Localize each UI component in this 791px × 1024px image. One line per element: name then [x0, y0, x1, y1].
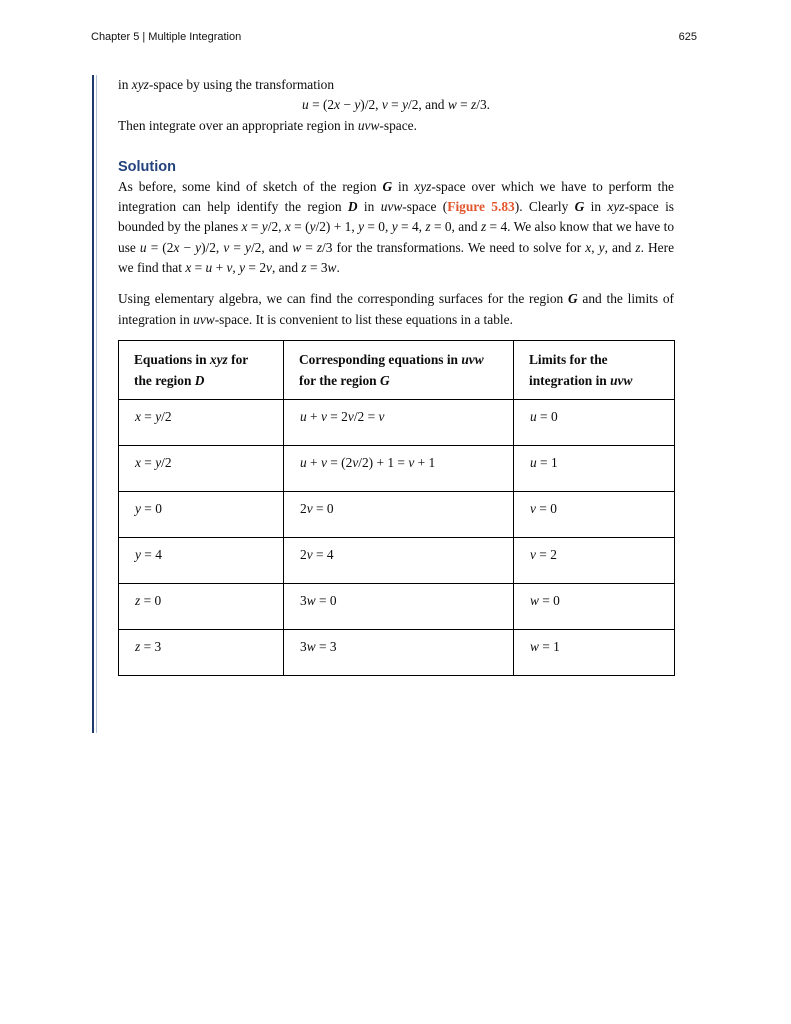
- text-segment: v: [306, 547, 313, 563]
- text-segment: x: [284, 219, 291, 235]
- text-segment: u: [300, 455, 307, 471]
- text-segment: y: [358, 219, 365, 235]
- text-segment: xyz: [414, 178, 432, 194]
- text-segment: = 0,: [364, 219, 392, 235]
- table-cell: [514, 445, 675, 491]
- display-equation: [118, 95, 674, 115]
- text-segment: Corresponding equations in: [299, 351, 462, 367]
- text-segment: v: [320, 455, 327, 471]
- text-segment: /2) + 1 =: [358, 455, 409, 471]
- text-segment: uvw: [193, 311, 215, 327]
- text-segment: = 0: [536, 409, 558, 425]
- example-rule-light: [96, 75, 97, 733]
- table-cell: [119, 491, 284, 537]
- text-segment: x: [185, 260, 192, 276]
- text-segment: w: [530, 593, 539, 609]
- table-cell: [514, 537, 675, 583]
- text-segment: =: [140, 409, 156, 425]
- text-segment: w: [306, 593, 316, 609]
- intro-continuation: [118, 116, 674, 136]
- text-segment: -space. It is convenient to list these equations in a table.: [214, 311, 513, 327]
- text-segment: +: [306, 409, 321, 425]
- text-segment: xyz: [607, 199, 625, 215]
- text-segment: =: [301, 239, 317, 255]
- text-segment: = 0: [538, 593, 560, 609]
- intro-line: [118, 75, 674, 95]
- text-segment: xyz: [131, 77, 149, 92]
- text-segment: z: [135, 639, 141, 655]
- table-header-limits: [514, 340, 675, 399]
- text-segment: v: [347, 409, 354, 425]
- text-segment: =: [229, 239, 245, 255]
- table-cell: [119, 445, 284, 491]
- text-segment: /2 =: [353, 409, 379, 425]
- table-row: [119, 491, 675, 537]
- table-cell: [284, 445, 514, 491]
- text-segment: -space (: [402, 199, 448, 215]
- text-segment: v: [381, 97, 388, 113]
- text-segment: w: [292, 239, 302, 255]
- text-segment: = 4,: [397, 219, 426, 235]
- text-segment: . Here we find that: [118, 239, 675, 276]
- text-segment: = 2: [326, 409, 348, 425]
- example-block: [92, 75, 674, 676]
- text-segment: G: [382, 178, 393, 194]
- text-segment: G: [574, 199, 585, 215]
- text-segment: and the limits of integration in: [118, 291, 675, 327]
- text-segment: x: [135, 409, 141, 425]
- text-segment: /2: [161, 409, 172, 425]
- text-segment: -space over which we have to perform the integration can help identify the region: [118, 178, 674, 215]
- table-cell: [119, 537, 284, 583]
- text-segment: z: [635, 239, 641, 255]
- table-cell: [284, 491, 514, 537]
- text-segment: v: [306, 501, 313, 517]
- table-cell: [514, 491, 675, 537]
- example-rule-dark: [92, 75, 94, 733]
- text-segment: =: [456, 97, 471, 113]
- text-segment: y: [354, 97, 361, 113]
- text-segment: /3.: [476, 97, 490, 113]
- text-segment: z: [135, 593, 141, 609]
- table-header-uvw: [284, 340, 514, 399]
- table-cell: [284, 583, 514, 629]
- text-segment: = 0: [140, 501, 162, 517]
- text-segment: -space.: [379, 117, 417, 133]
- text-segment: in: [584, 199, 608, 215]
- table-cell: [514, 399, 675, 445]
- text-segment: in: [392, 178, 415, 194]
- text-segment: v: [352, 455, 359, 471]
- text-segment: /2,: [267, 219, 285, 235]
- text-segment: ). Clearly: [514, 199, 575, 215]
- table-cell: [284, 399, 514, 445]
- text-segment: y: [402, 97, 409, 113]
- text-segment: = (2: [326, 455, 353, 471]
- text-segment: v: [378, 409, 385, 425]
- text-segment: z: [425, 219, 431, 235]
- text-segment: w: [447, 97, 457, 113]
- text-segment: y: [391, 219, 398, 235]
- text-segment: -space by using the transformation: [148, 77, 335, 92]
- text-segment: , and: [271, 260, 302, 276]
- text-segment: w: [530, 639, 539, 655]
- table-row: [119, 399, 675, 445]
- text-segment: /2, and: [250, 239, 293, 255]
- text-segment: = (2: [146, 239, 174, 255]
- text-segment: z: [471, 97, 477, 113]
- table-cell: [284, 629, 514, 675]
- text-segment: + 1: [414, 455, 436, 471]
- text-segment: uvw: [380, 199, 403, 215]
- text-segment: y: [135, 547, 141, 563]
- table-row: [119, 629, 675, 675]
- text-segment: ,: [591, 239, 599, 255]
- text-segment: =: [140, 455, 156, 471]
- text-segment: D: [194, 372, 205, 388]
- equations-table: [118, 340, 675, 676]
- text-segment: = 0: [312, 501, 334, 517]
- text-segment: y: [309, 219, 316, 235]
- text-segment: v: [530, 547, 536, 563]
- text-segment: 3: [300, 593, 307, 609]
- text-segment: xyz: [209, 351, 228, 367]
- text-segment: x: [334, 97, 341, 113]
- text-segment: = 0: [535, 501, 557, 517]
- text-segment: y: [155, 409, 162, 425]
- text-segment: w: [306, 639, 316, 655]
- text-segment: u: [139, 239, 147, 255]
- text-segment: for the region: [299, 372, 380, 388]
- solution-paragraph-1: [118, 177, 674, 278]
- text-segment: y: [135, 501, 141, 517]
- chapter-header: Chapter 5 | Multiple Integration: [91, 31, 242, 43]
- text-segment: y: [261, 219, 268, 235]
- text-segment: = 3: [140, 639, 162, 655]
- figure-link[interactable]: Figure 5.83: [447, 199, 515, 215]
- text-segment: = 0: [140, 593, 162, 609]
- text-segment: ,: [232, 260, 240, 276]
- text-segment: w: [327, 260, 337, 276]
- text-segment: x: [241, 219, 248, 235]
- text-segment: in: [118, 77, 132, 92]
- text-segment: = 3: [315, 639, 337, 655]
- text-segment: )/2,: [201, 239, 224, 255]
- text-segment: −: [179, 239, 196, 255]
- text-segment: z: [480, 219, 487, 235]
- text-segment: =: [387, 97, 403, 113]
- text-segment: v: [223, 239, 230, 255]
- text-segment: As before, some kind of sketch of the region: [118, 178, 383, 194]
- text-segment: y: [245, 239, 251, 255]
- table-cell: [514, 629, 675, 675]
- table-cell: [119, 399, 284, 445]
- text-segment: = 0: [315, 593, 337, 609]
- text-segment: = 0, and: [430, 219, 481, 235]
- text-segment: u: [530, 409, 537, 425]
- text-segment: u: [302, 97, 309, 113]
- table-row: [119, 445, 675, 491]
- text-segment: = (: [290, 219, 310, 235]
- text-segment: Limits for the integration in: [529, 351, 611, 388]
- text-segment: Using elementary algebra, we can find the corresponding surfaces for the region: [118, 291, 568, 307]
- text-segment: y: [195, 239, 202, 255]
- example-content: [118, 75, 674, 676]
- text-segment: −: [340, 97, 355, 113]
- text-segment: = (2: [308, 97, 335, 113]
- text-segment: z: [316, 239, 323, 255]
- text-segment: )/2,: [360, 97, 382, 113]
- text-segment: uvw: [461, 351, 484, 367]
- page-number: 625: [678, 31, 697, 43]
- text-segment: for the region: [134, 351, 248, 388]
- text-segment: v: [226, 260, 233, 276]
- text-segment: in: [357, 199, 381, 215]
- text-segment: D: [347, 199, 358, 215]
- text-segment: y: [155, 455, 162, 471]
- text-segment: G: [379, 372, 390, 388]
- text-segment: -space is bounded by the planes: [118, 199, 674, 235]
- table-row: [119, 583, 675, 629]
- text-segment: z: [301, 260, 307, 276]
- text-segment: x: [173, 239, 180, 255]
- text-segment: =: [247, 219, 262, 235]
- text-segment: v: [266, 260, 272, 276]
- text-segment: = 4. We also know that we have to use: [118, 219, 675, 255]
- table-cell: [514, 583, 675, 629]
- text-segment: /3 for the transformations. We need to solve for: [322, 239, 586, 255]
- text-segment: /2: [161, 455, 172, 471]
- table-cell: [119, 583, 284, 629]
- table-header-xyz: [119, 340, 284, 399]
- text-segment: +: [212, 260, 227, 276]
- text-segment: = 4: [140, 547, 162, 563]
- text-segment: 3: [300, 639, 307, 655]
- text-segment: x: [135, 455, 141, 471]
- text-segment: , and: [604, 239, 636, 255]
- text-segment: x: [585, 239, 592, 255]
- text-segment: y: [239, 260, 246, 276]
- text-segment: Equations in: [134, 351, 210, 367]
- text-segment: v: [530, 501, 536, 517]
- solution-heading: Solution: [118, 158, 176, 175]
- text-segment: = 3: [306, 260, 328, 276]
- text-segment: 2: [300, 501, 307, 517]
- text-segment: =: [191, 260, 206, 276]
- table-cell: [119, 629, 284, 675]
- text-segment: = 4: [312, 547, 334, 563]
- table-cell: [284, 537, 514, 583]
- solution-paragraph-2: [118, 289, 674, 330]
- text-segment: = 2: [535, 547, 557, 563]
- text-segment: = 1: [538, 639, 560, 655]
- text-segment: = 1: [536, 455, 558, 471]
- text-segment: v: [408, 455, 415, 471]
- text-segment: .: [336, 260, 340, 276]
- text-segment: u: [300, 409, 307, 425]
- text-segment: /2, and: [408, 97, 448, 113]
- text-segment: +: [306, 455, 321, 471]
- table-row: [119, 537, 675, 583]
- text-segment: u: [530, 455, 537, 471]
- text-segment: Then integrate over an appropriate region in: [118, 117, 358, 133]
- text-segment: u: [205, 260, 213, 276]
- text-segment: v: [320, 409, 327, 425]
- text-segment: /2) + 1,: [315, 219, 359, 235]
- running-header: [91, 31, 697, 43]
- text-segment: 2: [300, 547, 307, 563]
- text-segment: y: [598, 239, 605, 255]
- text-segment: uvw: [357, 117, 380, 133]
- text-segment: = 2: [245, 260, 267, 276]
- table-header-row: [119, 340, 675, 399]
- text-segment: G: [567, 291, 578, 307]
- text-segment: uvw: [610, 372, 633, 388]
